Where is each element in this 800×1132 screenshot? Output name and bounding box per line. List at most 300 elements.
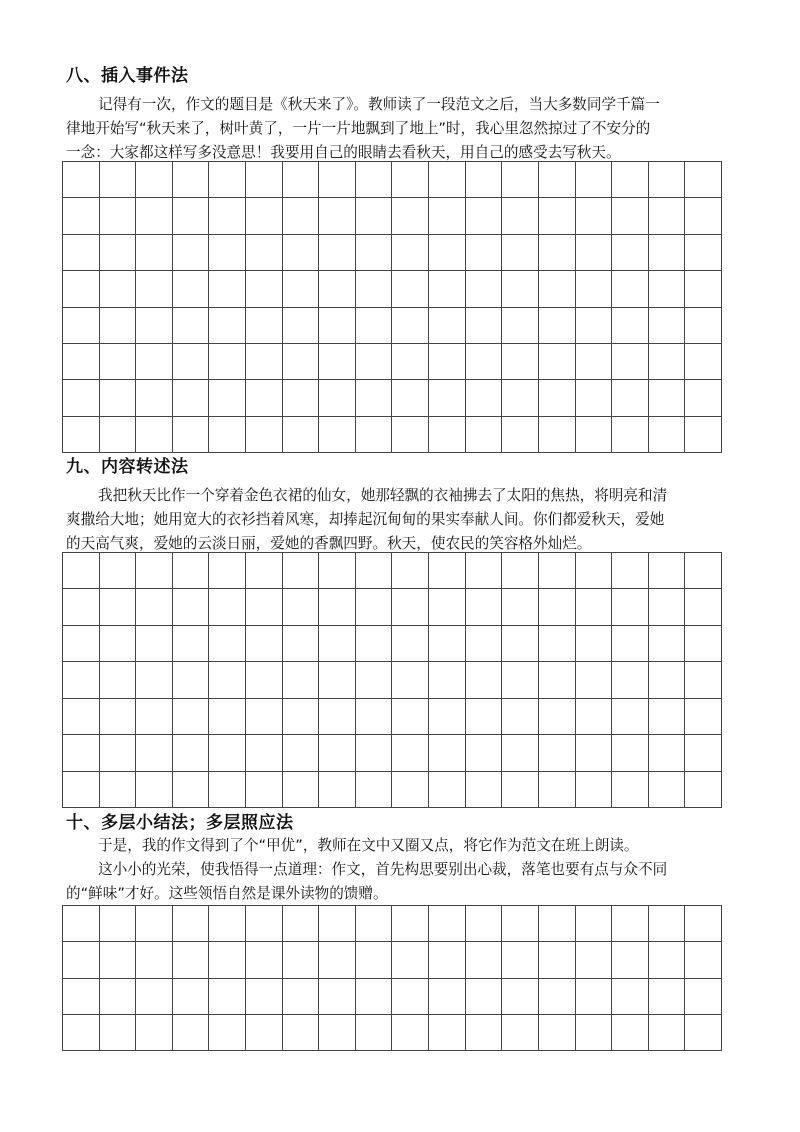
- grid-cell[interactable]: [649, 553, 686, 589]
- grid-cell[interactable]: [136, 626, 173, 662]
- grid-cell[interactable]: [319, 162, 356, 198]
- grid-cell[interactable]: [356, 162, 393, 198]
- grid-cell[interactable]: [319, 308, 356, 344]
- grid-cell[interactable]: [173, 589, 210, 625]
- grid-cell[interactable]: [173, 772, 210, 808]
- grid-cell[interactable]: [356, 699, 393, 735]
- grid-cell[interactable]: [685, 1015, 722, 1051]
- grid-cell[interactable]: [392, 699, 429, 735]
- grid-cell[interactable]: [136, 735, 173, 771]
- grid-cell[interactable]: [63, 271, 100, 307]
- grid-cell[interactable]: [100, 662, 137, 698]
- grid-cell[interactable]: [649, 942, 686, 978]
- grid-cell[interactable]: [685, 271, 722, 307]
- grid-cell[interactable]: [173, 344, 210, 380]
- grid-cell[interactable]: [173, 271, 210, 307]
- grid-cell[interactable]: [136, 198, 173, 234]
- grid-cell[interactable]: [319, 417, 356, 453]
- grid-cell[interactable]: [612, 699, 649, 735]
- grid-cell[interactable]: [319, 906, 356, 942]
- grid-cell[interactable]: [356, 772, 393, 808]
- grid-cell[interactable]: [502, 271, 539, 307]
- grid-cell[interactable]: [209, 662, 246, 698]
- grid-cell[interactable]: [649, 1015, 686, 1051]
- grid-cell[interactable]: [209, 308, 246, 344]
- grid-cell[interactable]: [612, 1015, 649, 1051]
- grid-cell[interactable]: [649, 589, 686, 625]
- grid-cell[interactable]: [209, 589, 246, 625]
- grid-cell[interactable]: [539, 417, 576, 453]
- grid-cell[interactable]: [612, 344, 649, 380]
- grid-cell[interactable]: [100, 942, 137, 978]
- grid-cell[interactable]: [100, 772, 137, 808]
- grid-cell[interactable]: [392, 198, 429, 234]
- grid-cell[interactable]: [466, 772, 503, 808]
- grid-cell[interactable]: [466, 553, 503, 589]
- grid-cell[interactable]: [63, 380, 100, 416]
- grid-cell[interactable]: [576, 626, 613, 662]
- grid-cell[interactable]: [685, 235, 722, 271]
- grid-cell[interactable]: [466, 699, 503, 735]
- grid-cell[interactable]: [539, 1015, 576, 1051]
- grid-cell[interactable]: [539, 699, 576, 735]
- grid-cell[interactable]: [429, 735, 466, 771]
- grid-cell[interactable]: [173, 308, 210, 344]
- grid-cell[interactable]: [356, 380, 393, 416]
- grid-cell[interactable]: [209, 942, 246, 978]
- grid-cell[interactable]: [63, 1015, 100, 1051]
- grid-cell[interactable]: [649, 344, 686, 380]
- grid-cell[interactable]: [356, 235, 393, 271]
- grid-cell[interactable]: [283, 735, 320, 771]
- grid-cell[interactable]: [576, 271, 613, 307]
- grid-cell[interactable]: [612, 906, 649, 942]
- grid-cell[interactable]: [173, 380, 210, 416]
- grid-cell[interactable]: [246, 735, 283, 771]
- grid-cell[interactable]: [63, 308, 100, 344]
- grid-cell[interactable]: [576, 699, 613, 735]
- grid-cell[interactable]: [246, 417, 283, 453]
- grid-cell[interactable]: [685, 344, 722, 380]
- grid-cell[interactable]: [392, 1015, 429, 1051]
- grid-cell[interactable]: [392, 235, 429, 271]
- grid-cell[interactable]: [502, 344, 539, 380]
- grid-cell[interactable]: [209, 906, 246, 942]
- grid-cell[interactable]: [173, 735, 210, 771]
- grid-cell[interactable]: [649, 735, 686, 771]
- grid-cell[interactable]: [209, 417, 246, 453]
- grid-cell[interactable]: [173, 699, 210, 735]
- grid-cell[interactable]: [502, 942, 539, 978]
- grid-cell[interactable]: [319, 553, 356, 589]
- grid-cell[interactable]: [392, 735, 429, 771]
- grid-cell[interactable]: [319, 699, 356, 735]
- grid-cell[interactable]: [685, 162, 722, 198]
- grid-cell[interactable]: [63, 589, 100, 625]
- grid-cell[interactable]: [246, 308, 283, 344]
- grid-cell[interactable]: [173, 162, 210, 198]
- grid-cell[interactable]: [539, 626, 576, 662]
- grid-cell[interactable]: [209, 772, 246, 808]
- grid-cell[interactable]: [100, 1015, 137, 1051]
- grid-cell[interactable]: [356, 626, 393, 662]
- grid-cell[interactable]: [356, 1015, 393, 1051]
- grid-cell[interactable]: [466, 235, 503, 271]
- grid-cell[interactable]: [576, 662, 613, 698]
- grid-cell[interactable]: [612, 942, 649, 978]
- grid-cell[interactable]: [685, 942, 722, 978]
- grid-cell[interactable]: [649, 906, 686, 942]
- grid-cell[interactable]: [319, 662, 356, 698]
- grid-cell[interactable]: [502, 699, 539, 735]
- grid-cell[interactable]: [429, 906, 466, 942]
- grid-cell[interactable]: [576, 979, 613, 1015]
- grid-cell[interactable]: [283, 380, 320, 416]
- grid-cell[interactable]: [392, 626, 429, 662]
- grid-cell[interactable]: [136, 271, 173, 307]
- grid-cell[interactable]: [502, 308, 539, 344]
- grid-cell[interactable]: [100, 308, 137, 344]
- grid-cell[interactable]: [685, 662, 722, 698]
- grid-cell[interactable]: [576, 308, 613, 344]
- grid-cell[interactable]: [539, 162, 576, 198]
- grid-cell[interactable]: [466, 417, 503, 453]
- grid-cell[interactable]: [429, 1015, 466, 1051]
- grid-cell[interactable]: [319, 979, 356, 1015]
- grid-cell[interactable]: [63, 662, 100, 698]
- grid-cell[interactable]: [100, 589, 137, 625]
- grid-cell[interactable]: [209, 699, 246, 735]
- grid-cell[interactable]: [466, 942, 503, 978]
- grid-cell[interactable]: [283, 198, 320, 234]
- grid-cell[interactable]: [136, 417, 173, 453]
- grid-cell[interactable]: [173, 198, 210, 234]
- grid-cell[interactable]: [502, 162, 539, 198]
- grid-cell[interactable]: [100, 235, 137, 271]
- grid-cell[interactable]: [466, 735, 503, 771]
- grid-cell[interactable]: [136, 589, 173, 625]
- grid-cell[interactable]: [539, 979, 576, 1015]
- grid-cell[interactable]: [209, 735, 246, 771]
- grid-cell[interactable]: [246, 942, 283, 978]
- grid-cell[interactable]: [319, 772, 356, 808]
- grid-cell[interactable]: [612, 589, 649, 625]
- grid-cell[interactable]: [356, 979, 393, 1015]
- grid-cell[interactable]: [392, 417, 429, 453]
- grid-cell[interactable]: [539, 772, 576, 808]
- grid-cell[interactable]: [392, 979, 429, 1015]
- grid-cell[interactable]: [283, 417, 320, 453]
- grid-cell[interactable]: [246, 906, 283, 942]
- grid-cell[interactable]: [136, 772, 173, 808]
- grid-cell[interactable]: [63, 553, 100, 589]
- grid-cell[interactable]: [319, 380, 356, 416]
- grid-cell[interactable]: [466, 344, 503, 380]
- grid-cell[interactable]: [429, 308, 466, 344]
- grid-cell[interactable]: [576, 735, 613, 771]
- grid-cell[interactable]: [283, 308, 320, 344]
- writing-grid-section-10[interactable]: [62, 905, 722, 1051]
- grid-cell[interactable]: [612, 735, 649, 771]
- grid-cell[interactable]: [612, 417, 649, 453]
- grid-cell[interactable]: [466, 662, 503, 698]
- grid-cell[interactable]: [392, 162, 429, 198]
- grid-cell[interactable]: [283, 589, 320, 625]
- grid-cell[interactable]: [100, 626, 137, 662]
- grid-cell[interactable]: [136, 308, 173, 344]
- grid-cell[interactable]: [100, 344, 137, 380]
- writing-grid-section-8[interactable]: [62, 161, 722, 453]
- grid-cell[interactable]: [649, 979, 686, 1015]
- grid-cell[interactable]: [429, 979, 466, 1015]
- grid-cell[interactable]: [100, 162, 137, 198]
- grid-cell[interactable]: [539, 344, 576, 380]
- grid-cell[interactable]: [356, 198, 393, 234]
- grid-cell[interactable]: [685, 979, 722, 1015]
- writing-grid-section-9[interactable]: [62, 552, 722, 808]
- grid-cell[interactable]: [136, 344, 173, 380]
- grid-cell[interactable]: [429, 626, 466, 662]
- grid-cell[interactable]: [209, 271, 246, 307]
- grid-cell[interactable]: [63, 417, 100, 453]
- grid-cell[interactable]: [100, 699, 137, 735]
- grid-cell[interactable]: [356, 417, 393, 453]
- grid-cell[interactable]: [612, 772, 649, 808]
- grid-cell[interactable]: [429, 942, 466, 978]
- grid-cell[interactable]: [429, 380, 466, 416]
- grid-cell[interactable]: [576, 942, 613, 978]
- grid-cell[interactable]: [283, 942, 320, 978]
- grid-cell[interactable]: [319, 735, 356, 771]
- grid-cell[interactable]: [685, 308, 722, 344]
- grid-cell[interactable]: [283, 979, 320, 1015]
- grid-cell[interactable]: [576, 553, 613, 589]
- grid-cell[interactable]: [209, 626, 246, 662]
- grid-cell[interactable]: [392, 662, 429, 698]
- grid-cell[interactable]: [466, 162, 503, 198]
- grid-cell[interactable]: [576, 380, 613, 416]
- grid-cell[interactable]: [685, 626, 722, 662]
- grid-cell[interactable]: [356, 735, 393, 771]
- grid-cell[interactable]: [246, 1015, 283, 1051]
- grid-cell[interactable]: [685, 772, 722, 808]
- grid-cell[interactable]: [100, 271, 137, 307]
- grid-cell[interactable]: [283, 772, 320, 808]
- grid-cell[interactable]: [283, 344, 320, 380]
- grid-cell[interactable]: [539, 380, 576, 416]
- grid-cell[interactable]: [685, 589, 722, 625]
- grid-cell[interactable]: [136, 380, 173, 416]
- grid-cell[interactable]: [246, 162, 283, 198]
- grid-cell[interactable]: [100, 198, 137, 234]
- grid-cell[interactable]: [319, 1015, 356, 1051]
- grid-cell[interactable]: [612, 162, 649, 198]
- grid-cell[interactable]: [649, 417, 686, 453]
- grid-cell[interactable]: [173, 417, 210, 453]
- grid-cell[interactable]: [685, 417, 722, 453]
- grid-cell[interactable]: [576, 1015, 613, 1051]
- grid-cell[interactable]: [356, 942, 393, 978]
- grid-cell[interactable]: [100, 906, 137, 942]
- grid-cell[interactable]: [502, 553, 539, 589]
- grid-cell[interactable]: [649, 235, 686, 271]
- grid-cell[interactable]: [392, 942, 429, 978]
- grid-cell[interactable]: [539, 735, 576, 771]
- grid-cell[interactable]: [429, 553, 466, 589]
- grid-cell[interactable]: [576, 344, 613, 380]
- grid-cell[interactable]: [283, 626, 320, 662]
- grid-cell[interactable]: [63, 344, 100, 380]
- grid-cell[interactable]: [612, 235, 649, 271]
- grid-cell[interactable]: [539, 553, 576, 589]
- grid-cell[interactable]: [685, 380, 722, 416]
- grid-cell[interactable]: [246, 380, 283, 416]
- grid-cell[interactable]: [173, 942, 210, 978]
- grid-cell[interactable]: [100, 553, 137, 589]
- grid-cell[interactable]: [356, 553, 393, 589]
- grid-cell[interactable]: [429, 417, 466, 453]
- grid-cell[interactable]: [356, 308, 393, 344]
- grid-cell[interactable]: [612, 380, 649, 416]
- grid-cell[interactable]: [356, 589, 393, 625]
- grid-cell[interactable]: [392, 271, 429, 307]
- grid-cell[interactable]: [539, 589, 576, 625]
- grid-cell[interactable]: [392, 772, 429, 808]
- grid-cell[interactable]: [539, 308, 576, 344]
- grid-cell[interactable]: [173, 626, 210, 662]
- grid-cell[interactable]: [539, 942, 576, 978]
- grid-cell[interactable]: [502, 979, 539, 1015]
- grid-cell[interactable]: [576, 417, 613, 453]
- grid-cell[interactable]: [283, 235, 320, 271]
- grid-cell[interactable]: [612, 271, 649, 307]
- grid-cell[interactable]: [466, 198, 503, 234]
- grid-cell[interactable]: [246, 553, 283, 589]
- grid-cell[interactable]: [502, 662, 539, 698]
- grid-cell[interactable]: [466, 626, 503, 662]
- grid-cell[interactable]: [100, 380, 137, 416]
- grid-cell[interactable]: [685, 198, 722, 234]
- grid-cell[interactable]: [319, 344, 356, 380]
- grid-cell[interactable]: [136, 906, 173, 942]
- grid-cell[interactable]: [502, 1015, 539, 1051]
- grid-cell[interactable]: [466, 979, 503, 1015]
- grid-cell[interactable]: [539, 906, 576, 942]
- grid-cell[interactable]: [539, 271, 576, 307]
- grid-cell[interactable]: [283, 271, 320, 307]
- grid-cell[interactable]: [209, 979, 246, 1015]
- grid-cell[interactable]: [319, 235, 356, 271]
- grid-cell[interactable]: [612, 626, 649, 662]
- grid-cell[interactable]: [466, 380, 503, 416]
- grid-cell[interactable]: [63, 699, 100, 735]
- grid-cell[interactable]: [612, 553, 649, 589]
- grid-cell[interactable]: [173, 979, 210, 1015]
- grid-cell[interactable]: [356, 344, 393, 380]
- grid-cell[interactable]: [319, 589, 356, 625]
- grid-cell[interactable]: [209, 1015, 246, 1051]
- grid-cell[interactable]: [649, 308, 686, 344]
- grid-cell[interactable]: [63, 198, 100, 234]
- grid-cell[interactable]: [392, 589, 429, 625]
- grid-cell[interactable]: [283, 1015, 320, 1051]
- grid-cell[interactable]: [63, 906, 100, 942]
- grid-cell[interactable]: [392, 308, 429, 344]
- grid-cell[interactable]: [283, 553, 320, 589]
- grid-cell[interactable]: [100, 417, 137, 453]
- grid-cell[interactable]: [612, 308, 649, 344]
- grid-cell[interactable]: [685, 735, 722, 771]
- grid-cell[interactable]: [136, 162, 173, 198]
- grid-cell[interactable]: [466, 1015, 503, 1051]
- grid-cell[interactable]: [356, 906, 393, 942]
- grid-cell[interactable]: [209, 380, 246, 416]
- grid-cell[interactable]: [209, 162, 246, 198]
- grid-cell[interactable]: [612, 662, 649, 698]
- grid-cell[interactable]: [502, 380, 539, 416]
- grid-cell[interactable]: [392, 553, 429, 589]
- grid-cell[interactable]: [612, 979, 649, 1015]
- grid-cell[interactable]: [429, 162, 466, 198]
- grid-cell[interactable]: [136, 942, 173, 978]
- grid-cell[interactable]: [429, 699, 466, 735]
- grid-cell[interactable]: [283, 662, 320, 698]
- grid-cell[interactable]: [429, 589, 466, 625]
- grid-cell[interactable]: [392, 906, 429, 942]
- grid-cell[interactable]: [319, 626, 356, 662]
- grid-cell[interactable]: [539, 198, 576, 234]
- grid-cell[interactable]: [466, 308, 503, 344]
- grid-cell[interactable]: [649, 699, 686, 735]
- grid-cell[interactable]: [502, 772, 539, 808]
- grid-cell[interactable]: [429, 271, 466, 307]
- grid-cell[interactable]: [246, 662, 283, 698]
- grid-cell[interactable]: [319, 198, 356, 234]
- grid-cell[interactable]: [209, 198, 246, 234]
- grid-cell[interactable]: [63, 162, 100, 198]
- grid-cell[interactable]: [502, 906, 539, 942]
- grid-cell[interactable]: [576, 198, 613, 234]
- grid-cell[interactable]: [502, 417, 539, 453]
- grid-cell[interactable]: [576, 906, 613, 942]
- grid-cell[interactable]: [283, 699, 320, 735]
- grid-cell[interactable]: [63, 626, 100, 662]
- grid-cell[interactable]: [466, 589, 503, 625]
- grid-cell[interactable]: [173, 1015, 210, 1051]
- grid-cell[interactable]: [209, 553, 246, 589]
- grid-cell[interactable]: [246, 235, 283, 271]
- grid-cell[interactable]: [246, 979, 283, 1015]
- grid-cell[interactable]: [429, 344, 466, 380]
- grid-cell[interactable]: [246, 344, 283, 380]
- grid-cell[interactable]: [136, 662, 173, 698]
- grid-cell[interactable]: [392, 380, 429, 416]
- grid-cell[interactable]: [319, 271, 356, 307]
- grid-cell[interactable]: [246, 699, 283, 735]
- grid-cell[interactable]: [246, 626, 283, 662]
- grid-cell[interactable]: [63, 772, 100, 808]
- grid-cell[interactable]: [63, 979, 100, 1015]
- grid-cell[interactable]: [246, 772, 283, 808]
- grid-cell[interactable]: [502, 735, 539, 771]
- grid-cell[interactable]: [319, 942, 356, 978]
- grid-cell[interactable]: [209, 344, 246, 380]
- grid-cell[interactable]: [685, 553, 722, 589]
- grid-cell[interactable]: [246, 198, 283, 234]
- grid-cell[interactable]: [429, 235, 466, 271]
- grid-cell[interactable]: [136, 979, 173, 1015]
- grid-cell[interactable]: [209, 235, 246, 271]
